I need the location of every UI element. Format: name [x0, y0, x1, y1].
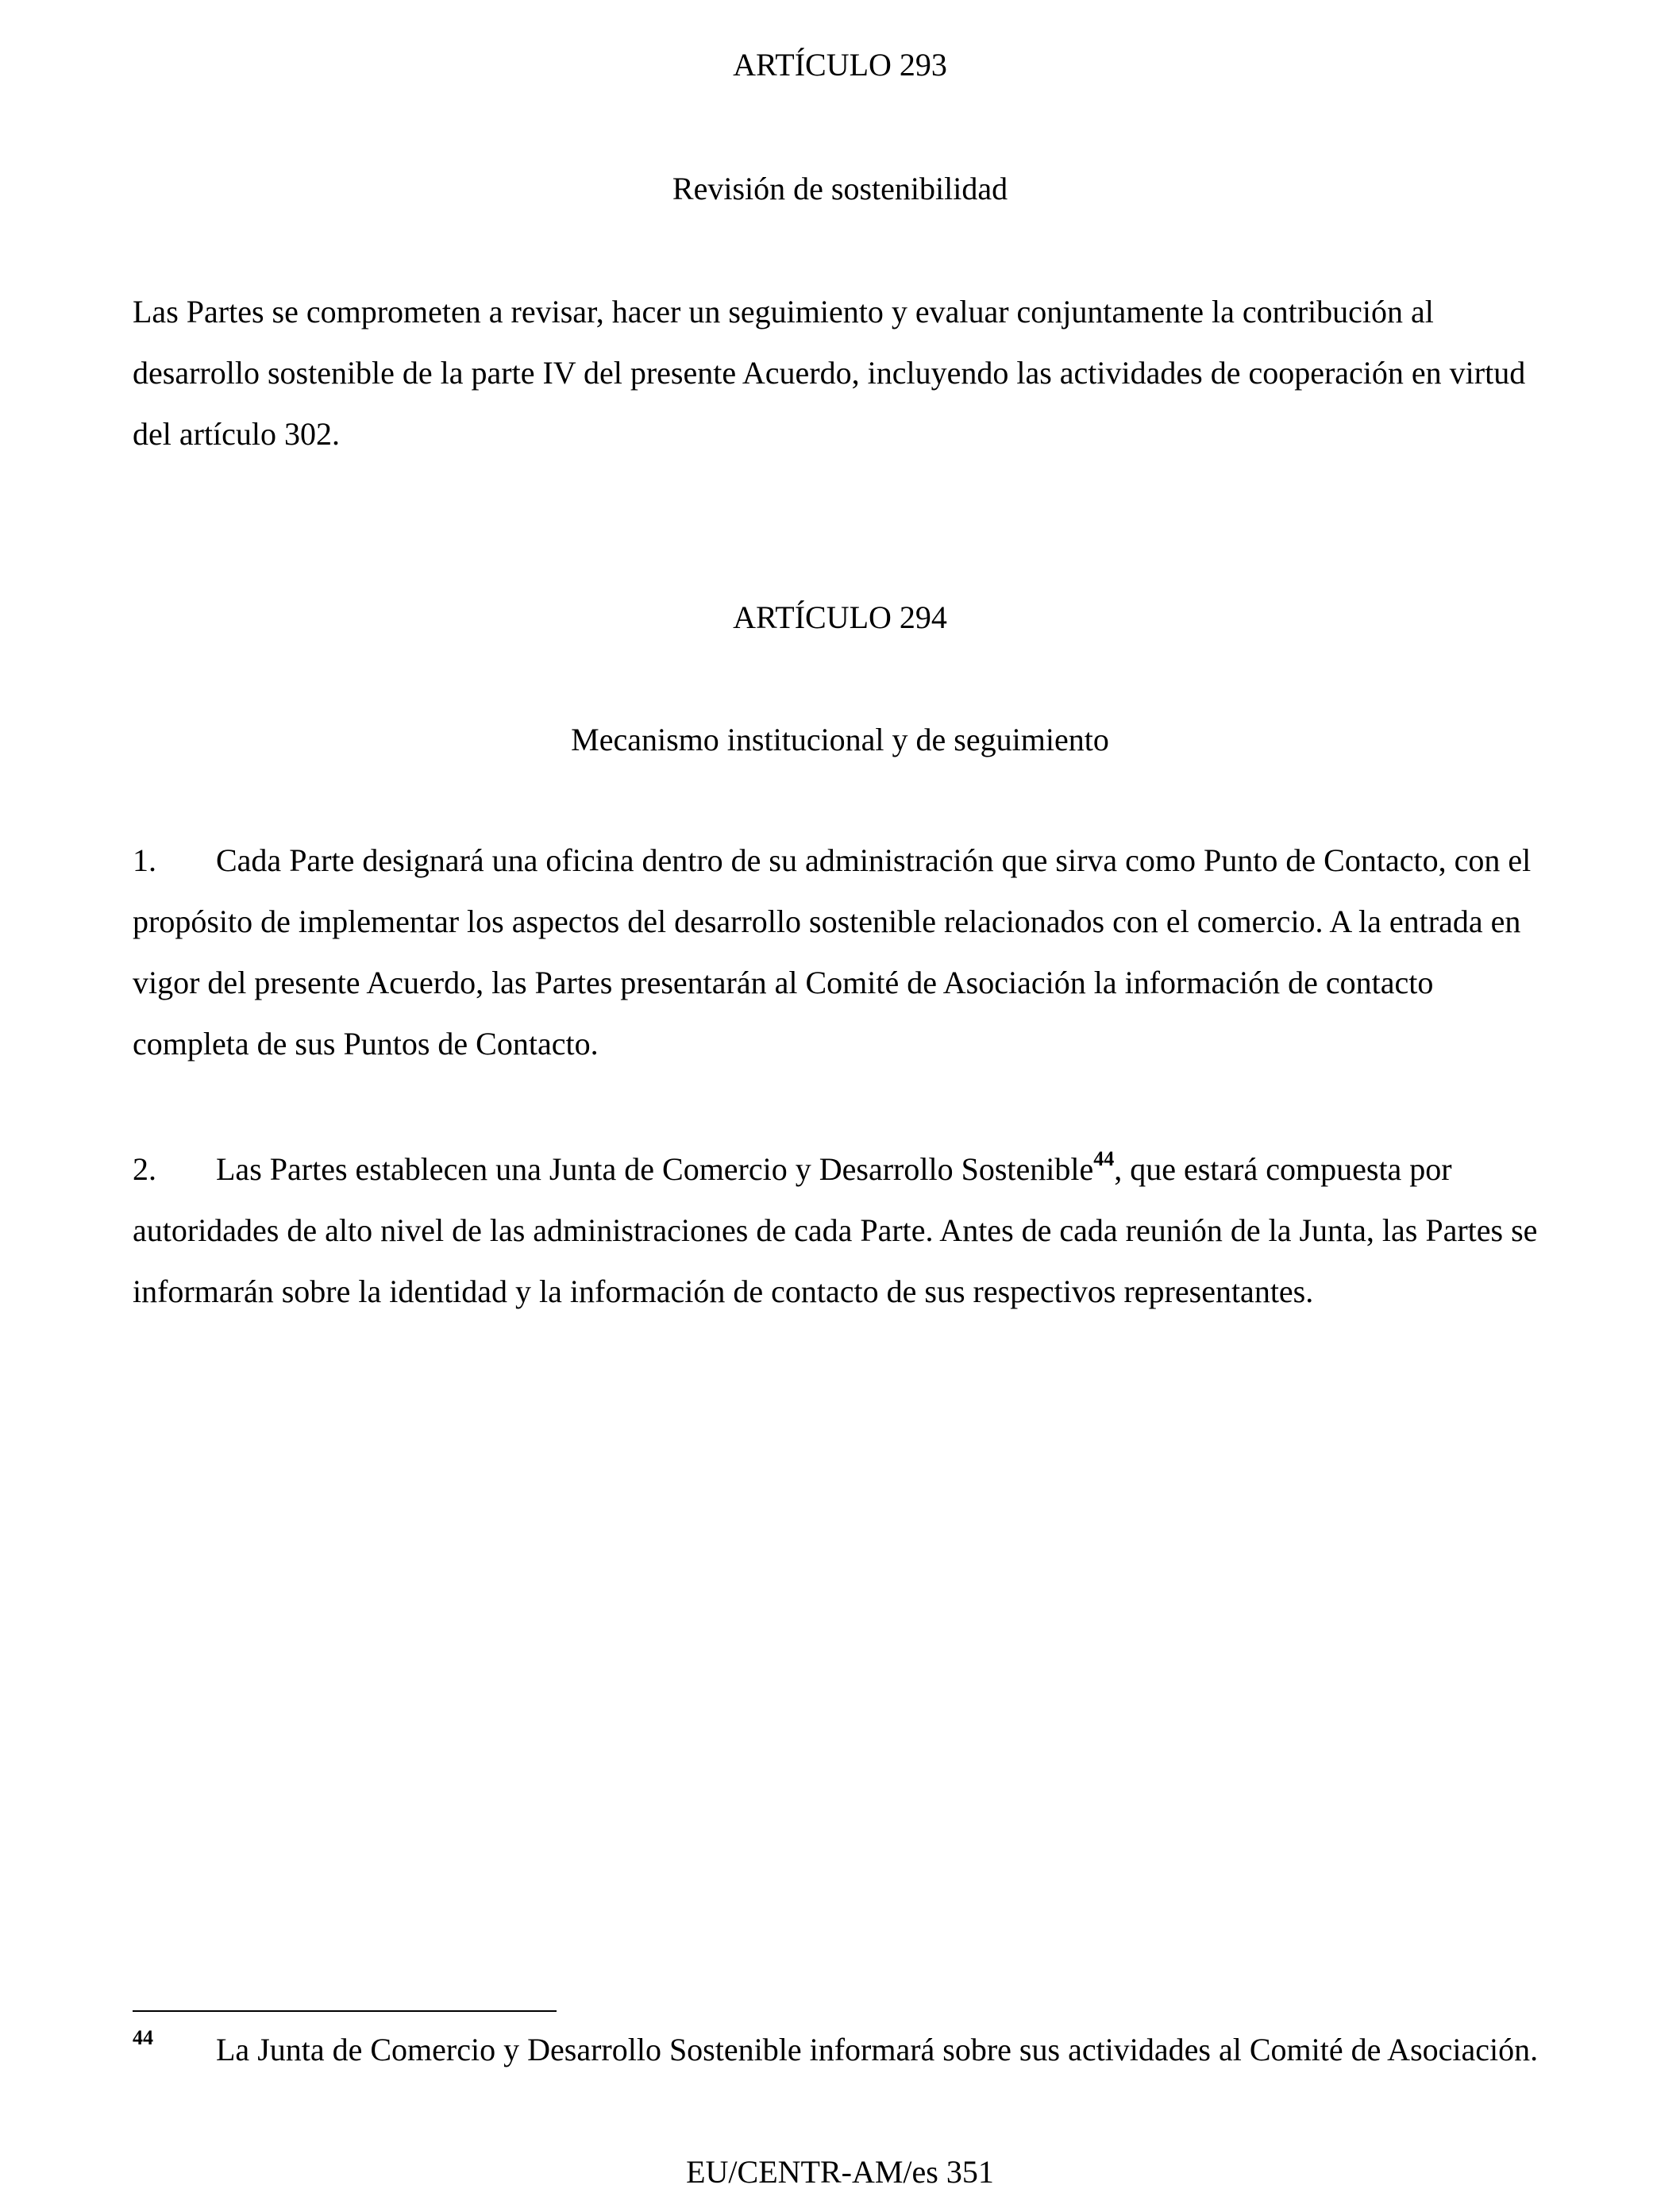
paragraph-text-before: Las Partes establecen una Junta de Comercio y Desarrollo Sostenible: [216, 1151, 1094, 1187]
article-294-paragraph-2: [133, 1139, 1554, 1322]
article-294-paragraph-1: [133, 830, 1554, 1074]
paragraph-number: 2.: [133, 1151, 156, 1187]
paragraph-text: Cada Parte designará una oficina dentro de su administración que sirva como Punto de Contacto, con el propósito de implementar los aspectos del desarrollo sostenible relacionados con el comercio. A la entrada en vigor del presente Acuerdo, las Partes presentarán al Comité de Asociación la información de contacto completa de sus Puntos de Contacto.: [133, 842, 1532, 1062]
page-reference: EU/CENTR-AM/es 351: [686, 2154, 994, 2190]
article-294-heading: ARTÍCULO 294: [733, 599, 947, 635]
footnote-reference[interactable]: 44: [1093, 1146, 1115, 1170]
article-294-title: Mecanismo institucional y de seguimiento: [571, 722, 1109, 757]
footnote-number: 44: [133, 2026, 153, 2049]
article-293-title: Revisión de sostenibilidad: [672, 171, 1008, 206]
footnote-text: La Junta de Comercio y Desarrollo Sostenible informará sobre sus actividades al Comité de Asociación.: [216, 2032, 1539, 2067]
article-293-heading: ARTÍCULO 293: [733, 47, 947, 83]
article-293-body: Las Partes se comprometen a revisar, hacer un seguimiento y evaluar conjuntamente la contribución al desarrollo sostenible de la parte IV del presente Acuerdo, incluyendo las actividades de cooperación en virtud del artículo 302.: [133, 294, 1526, 452]
paragraph-number: 1.: [133, 842, 156, 878]
paragraph-text-after: , que estará compuesta por autoridades de alto nivel de las administraciones de cada Parte. Antes de cada reunión de la Junta, las Partes se informarán sobre la identidad y la información de contacto de sus respectivos representantes.: [133, 1151, 1538, 1309]
footnote-separator: [133, 2010, 557, 2012]
